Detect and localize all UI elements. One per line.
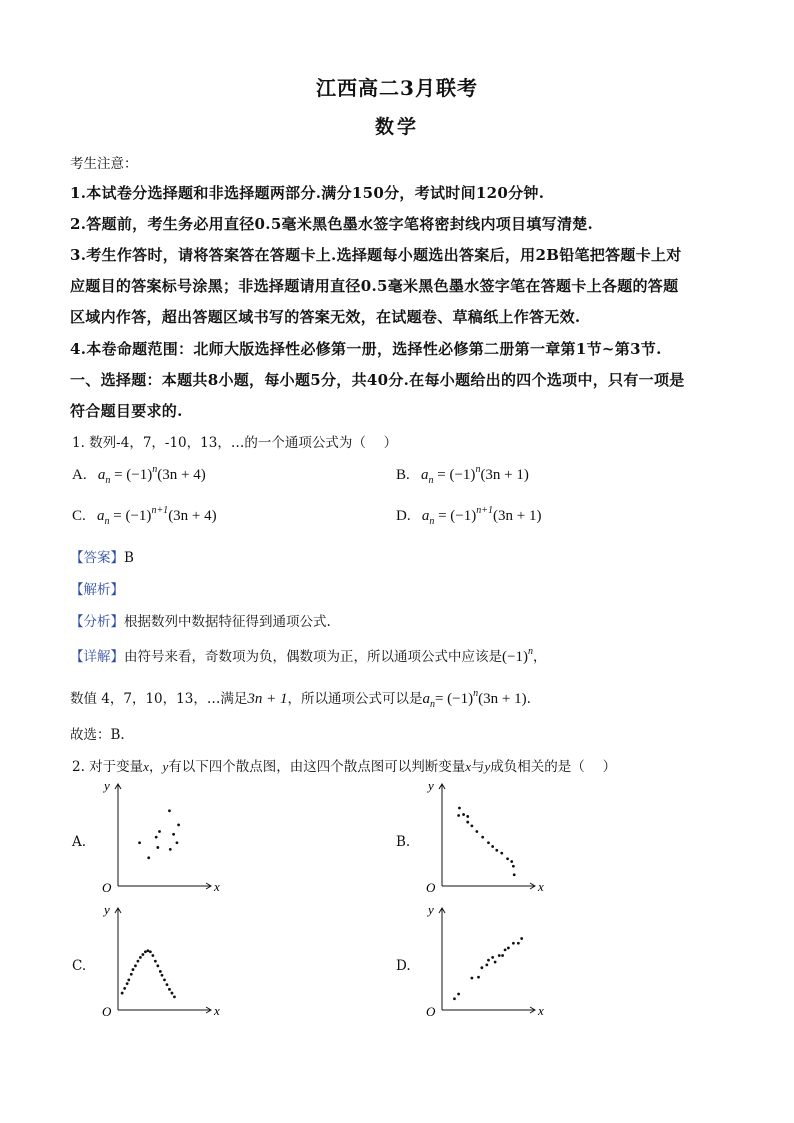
q1-analysis-tag [70, 578, 124, 598]
q2-stem: 2. 对于变量x，y有以下四个散点图，由这四个散点图可以判断变量x与y成负相关的是（ ） [72, 759, 617, 775]
subject-title: 数学 [374, 116, 419, 138]
scatter-point [123, 987, 126, 990]
var-y-2: y [484, 759, 491, 774]
scatter-point [146, 949, 149, 952]
scatter-point [453, 997, 456, 1000]
detail-mid: ，所以通项公式可以是 [287, 691, 423, 707]
x-axis-label: x [214, 879, 220, 894]
scatter-point [137, 960, 140, 963]
scatter-point [491, 956, 494, 959]
scatter-point [510, 860, 513, 863]
scatter-point [470, 977, 473, 980]
scatter-point [466, 821, 469, 824]
scatter-point [475, 830, 478, 833]
notice-heading: 考生注意： [70, 156, 138, 172]
scatter-point [161, 974, 164, 977]
formula-exp: n [152, 464, 158, 475]
scatter-point [156, 964, 159, 967]
plot-label-c: C. [72, 958, 87, 974]
q1-option-a [72, 464, 206, 486]
scatter-point [513, 873, 516, 876]
var-x-2: x [465, 759, 472, 774]
notice-item-3-cont-1: 应题目的答案标号涂黑；非选择题请用直径0.5毫米黑色墨水签字笔在答题卡上各题的答题 [70, 277, 679, 295]
option-letter: A. [72, 467, 87, 483]
scatter-point [149, 950, 152, 953]
scatter-point [156, 846, 159, 849]
section-heading-cont: 符合题目要求的. [70, 402, 183, 420]
notice-item-1: 1.本试卷分选择题和非选择题两部分.满分150分，考试时间120分钟. [70, 184, 545, 202]
q1-detail-line-2 [70, 687, 531, 708]
y-axis-label: y [428, 902, 434, 917]
scatter-point [506, 857, 509, 860]
formula-var: a [97, 508, 105, 524]
detail-text: 数值 4，7，10，13，…满足 [70, 691, 248, 707]
scatter-point [144, 950, 147, 953]
plot-label-b: B. [396, 834, 411, 850]
y-axis-label: y [104, 778, 110, 793]
detail-tag: 【详解】 [70, 649, 124, 665]
scatter-point [501, 954, 504, 957]
detail-text: 由符号来看，奇数项为负，偶数项为正，所以通项公式中应该是 [124, 649, 502, 665]
section-heading: 一、选择题：本题共8小题，每小题5分，共40分.在每小题给出的四个选项中，只有一项是 [70, 371, 685, 389]
page-title: 江西高二3月联考 [316, 76, 478, 100]
q1-stem: 1. 数列-4，7，-10，13，…的一个通项公式为（ ） [72, 435, 398, 451]
notice-item-3-cont-2: 区域内作答，超出答题区域书写的答案无效，在试题卷、草稿纸上作答无效. [70, 308, 581, 326]
fenxi-text: 根据数列中数据特征得到通项公式. [124, 614, 331, 630]
scatter-point [177, 824, 180, 827]
scatter-point [172, 833, 175, 836]
formula-sub: n [104, 516, 110, 527]
formula-exp: n+1 [476, 505, 494, 516]
scatter-point [494, 961, 497, 964]
scatter-point [520, 937, 523, 940]
scatter-point [491, 845, 494, 848]
option-letter: B. [396, 467, 410, 483]
scatter-point [507, 947, 510, 950]
scatter-point [138, 841, 141, 844]
scatter-point [169, 848, 172, 851]
scatter-point [480, 966, 483, 969]
formula-eq: = (−1) [110, 467, 153, 483]
answer-value: B [124, 550, 134, 566]
detail-end: ， [532, 649, 547, 665]
scatter-point [134, 964, 137, 967]
scatter-point [166, 983, 169, 986]
notice-item-2: 2.答题前，考生务必用直径0.5毫米黑色墨水签字笔将密封线内项目填写清楚. [70, 215, 594, 233]
scatter-point [500, 852, 503, 855]
scatter-point [458, 807, 461, 810]
q1-option-d [396, 505, 542, 527]
scatter-point [171, 992, 174, 995]
scatter-point [147, 856, 150, 859]
plot-label-d: D. [396, 958, 411, 974]
scatter-point [487, 841, 490, 844]
option-letter: C. [72, 508, 86, 524]
scatter-point [121, 992, 124, 995]
var-y: y [162, 759, 169, 774]
scatter-point [151, 954, 154, 957]
var-x: x [143, 759, 149, 774]
formula-sub: n [105, 475, 111, 486]
formula-exp: n+1 [151, 505, 169, 516]
option-letter: D. [396, 508, 411, 524]
q1-option-b [396, 464, 529, 486]
formula-eq: = (−1) [433, 467, 476, 483]
formula-eq: = (−1) [109, 508, 152, 524]
fenxi-tag: 【分析】 [70, 614, 124, 630]
scatter-point [470, 824, 473, 827]
notice-item-3: 3.考生作答时，请将答案答在答题卡上.选择题每小题选出答案后，用2B铅笔把答题卡上对 [70, 246, 682, 264]
scatter-point [168, 988, 171, 991]
formula-tail: (3n + 4) [168, 508, 217, 524]
formula-tail: (3n + 1) [493, 508, 542, 524]
scatter-point [176, 841, 179, 844]
scatter-point [512, 865, 515, 868]
formula-tail: (3n + 1) [480, 467, 529, 483]
y-axis-label: y [428, 778, 434, 793]
scatter-point [142, 953, 145, 956]
scatter-point [163, 979, 166, 982]
analysis-tag: 【解析】 [70, 582, 124, 598]
scatter-point [132, 968, 135, 971]
plot-label-a: A. [72, 834, 87, 850]
scatter-point [498, 954, 501, 957]
formula-sub: n [429, 516, 435, 527]
detail-math: 3n + 1 [247, 691, 288, 707]
scatter-point [154, 960, 157, 963]
y-axis-label: y [104, 902, 110, 917]
scatter-point [477, 976, 480, 979]
scatter-point [139, 956, 142, 959]
notice-item-4: 4.本卷命题范围：北师大版选择性必修第一册，选择性必修第二册第一章第1节~第3节. [70, 340, 662, 358]
scatter-point [495, 849, 498, 852]
scatter-point [457, 993, 460, 996]
scatter-point [155, 836, 158, 839]
x-axis-label: x [214, 1003, 220, 1018]
formula-sub: n [428, 475, 434, 486]
scatter-point [159, 970, 162, 973]
q1-conclusion: 故选：B. [70, 727, 125, 743]
scatter-point [126, 982, 129, 985]
origin-label: O [102, 880, 112, 895]
formula-eq: = (−1) [434, 508, 477, 524]
scatter-point [127, 979, 130, 982]
scatter-point [512, 942, 515, 945]
origin-label: O [102, 1004, 112, 1019]
scatter-point [462, 813, 465, 816]
formula-tail: (3n + 4) [157, 467, 206, 483]
detail-end: . [526, 691, 531, 707]
scatter-point [173, 995, 176, 998]
formula-var: a [97, 467, 106, 483]
answer-tag: 【答案】 [70, 550, 124, 566]
scatter-point [485, 963, 488, 966]
q1-detail-line-1 [70, 645, 546, 666]
q1-option-c [72, 505, 217, 527]
x-axis-label: x [538, 879, 544, 894]
scatter-point [457, 814, 460, 817]
origin-label: O [426, 1004, 436, 1019]
scatter-point [504, 948, 507, 951]
detail-math: $(-1)^n$ [502, 646, 533, 665]
formula-var: a [421, 508, 430, 524]
formula-exp: n [475, 464, 481, 475]
origin-label: O [426, 880, 436, 895]
scatter-point [158, 830, 161, 833]
scatter-point [130, 973, 133, 976]
scatter-plot-c [96, 900, 226, 1020]
formula-var: a [421, 467, 429, 483]
q1-fenxi [70, 610, 331, 630]
detail-formula: $a_n= (-1)^n(3n + 1)$ [422, 688, 527, 710]
scatter-point [168, 809, 171, 812]
scatter-point [466, 815, 469, 818]
scatter-plot-b [420, 776, 550, 896]
x-axis-label: x [538, 1003, 544, 1018]
scatter-plot-a [96, 776, 226, 896]
scatter-point [487, 959, 490, 962]
scatter-point [481, 836, 484, 839]
q1-answer [70, 546, 134, 566]
scatter-point [517, 942, 520, 945]
scatter-plot-d [420, 900, 550, 1020]
